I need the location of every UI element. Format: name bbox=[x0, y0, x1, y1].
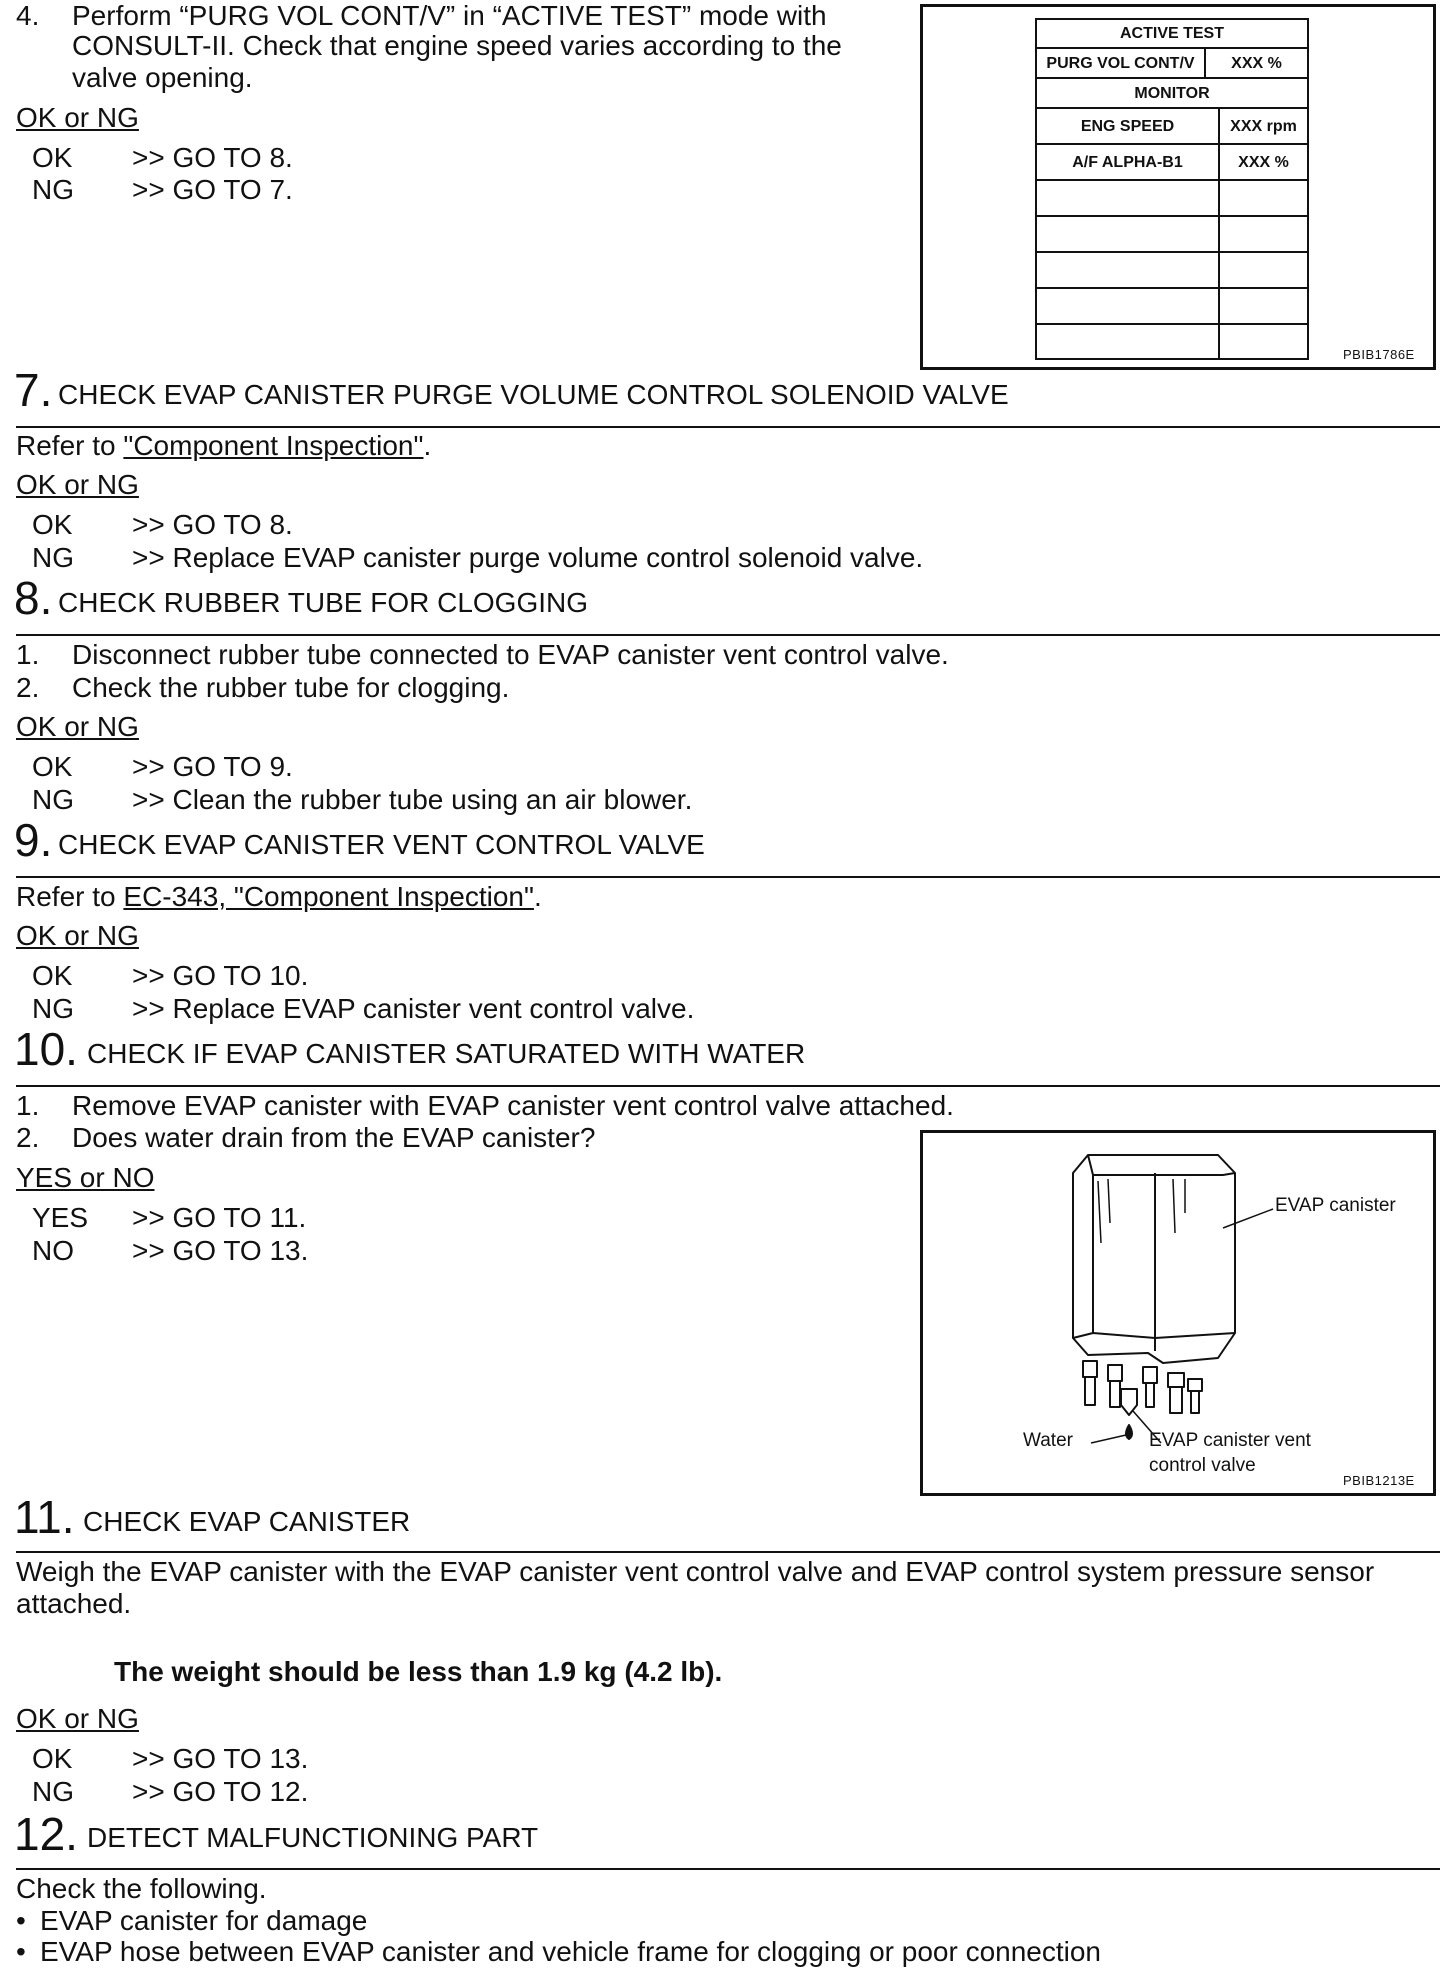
section-number: 10. bbox=[14, 1023, 78, 1075]
result-label: OK bbox=[32, 751, 73, 782]
judge-label: OK or NG bbox=[16, 469, 139, 500]
ec-343-component-inspection-link[interactable]: EC-343, "Component Inspection" bbox=[123, 881, 534, 912]
result-row bbox=[0, 509, 1200, 541]
spec-text: The weight should be less than 1.9 kg (4.2 lb). bbox=[114, 1656, 723, 1687]
result-label: OK bbox=[32, 1743, 73, 1774]
list-number: 1. bbox=[16, 639, 40, 670]
judge-label: OK or NG bbox=[16, 920, 139, 951]
result-action: >> GO TO 7. bbox=[132, 174, 293, 205]
result-label: OK bbox=[32, 509, 73, 540]
result-action: >> GO TO 8. bbox=[132, 142, 293, 173]
section-divider bbox=[16, 1868, 1440, 1870]
refer-prefix: Refer to bbox=[16, 430, 124, 461]
table-cell: A/F ALPHA-B1 bbox=[1072, 154, 1183, 171]
refer-suffix: . bbox=[423, 430, 432, 461]
list-number: 2. bbox=[16, 672, 40, 703]
list-number: 1. bbox=[16, 1090, 40, 1121]
section-title: CHECK EVAP CANISTER VENT CONTROL VALVE bbox=[58, 829, 705, 860]
result-action: >> Replace EVAP canister vent control valve. bbox=[132, 993, 695, 1024]
section-title: CHECK EVAP CANISTER bbox=[83, 1506, 411, 1537]
result-row bbox=[0, 993, 1200, 1025]
table-cell: XXX % bbox=[1238, 154, 1289, 171]
result-label: NG bbox=[32, 542, 74, 573]
list-item bbox=[16, 1090, 954, 1122]
table-cell: XXX rpm bbox=[1230, 118, 1297, 135]
result-action: >> GO TO 8. bbox=[132, 509, 293, 540]
result-row bbox=[0, 142, 700, 174]
list-item bbox=[16, 639, 949, 671]
list-item bbox=[16, 672, 510, 704]
refer-line bbox=[16, 881, 542, 913]
result-row bbox=[0, 1776, 700, 1808]
refer-suffix: . bbox=[533, 881, 542, 912]
list-text: Check the rubber tube for clogging. bbox=[72, 672, 510, 703]
table-subheader: MONITOR bbox=[1134, 85, 1210, 102]
step-text-line: CONSULT-II. Check that engine speed varies according to the bbox=[72, 30, 842, 61]
section-number: 8. bbox=[14, 572, 53, 624]
section-divider bbox=[16, 1085, 1440, 1087]
section-number: 11. bbox=[14, 1491, 75, 1543]
body-text: Weigh the EVAP canister with the EVAP canister vent control valve and EVAP control system pressure sensor bbox=[16, 1556, 1375, 1587]
result-action: >> GO TO 11. bbox=[132, 1202, 307, 1233]
active-test-figure bbox=[920, 4, 1436, 370]
judge-label: YES or NO bbox=[16, 1162, 155, 1193]
list-text: Disconnect rubber tube connected to EVAP canister vent control valve. bbox=[72, 639, 949, 670]
body-text: attached. bbox=[16, 1588, 132, 1619]
section-divider bbox=[16, 426, 1440, 428]
list-number: 2. bbox=[16, 1122, 40, 1153]
vent-valve-label: control valve bbox=[1149, 1455, 1256, 1476]
table-cell: ENG SPEED bbox=[1080, 118, 1175, 135]
bullet-item bbox=[16, 1905, 368, 1937]
refer-line bbox=[16, 430, 431, 462]
section-title: DETECT MALFUNCTIONING PART bbox=[87, 1822, 539, 1853]
section-divider bbox=[16, 876, 1440, 878]
section-title: CHECK IF EVAP CANISTER SATURATED WITH WATER bbox=[87, 1038, 806, 1069]
bullet-text: EVAP hose between EVAP canister and vehicle frame for clogging or poor connection bbox=[40, 1936, 1102, 1967]
result-action: >> GO TO 9. bbox=[132, 751, 293, 782]
result-label: YES bbox=[32, 1202, 89, 1233]
result-row bbox=[0, 1235, 700, 1267]
result-action: >> Replace EVAP canister purge volume control solenoid valve. bbox=[132, 542, 924, 573]
water-label: Water bbox=[1023, 1430, 1073, 1451]
result-row bbox=[0, 960, 1200, 992]
result-action: >> GO TO 13. bbox=[132, 1743, 309, 1774]
result-label: OK bbox=[32, 960, 73, 991]
list-text: Remove EVAP canister with EVAP canister vent control valve attached. bbox=[72, 1090, 954, 1121]
section-number: 12. bbox=[14, 1808, 78, 1860]
result-row bbox=[0, 751, 1200, 783]
list-text: Does water drain from the EVAP canister? bbox=[72, 1122, 596, 1153]
result-action: >> GO TO 12. bbox=[132, 1776, 309, 1807]
bullet-dot: • bbox=[16, 1905, 26, 1936]
result-label: NG bbox=[32, 784, 74, 815]
bullet-item bbox=[16, 1936, 1102, 1968]
vent-valve-label: EVAP canister vent bbox=[1149, 1430, 1311, 1451]
result-label: OK bbox=[32, 142, 73, 173]
body-text: Check the following. bbox=[16, 1873, 267, 1904]
result-label: NG bbox=[32, 174, 74, 205]
table-cell: PURG VOL CONT/V bbox=[1046, 55, 1195, 72]
bullet-dot: • bbox=[16, 1936, 26, 1967]
section-divider bbox=[16, 634, 1440, 636]
section-number: 9. bbox=[14, 814, 53, 866]
evap-canister-figure bbox=[920, 1130, 1436, 1496]
result-row bbox=[0, 1743, 700, 1775]
judge-label: OK or NG bbox=[16, 102, 139, 133]
section-number: 7. bbox=[14, 364, 53, 416]
evap-canister-label: EVAP canister bbox=[1275, 1195, 1396, 1216]
component-inspection-link[interactable]: "Component Inspection" bbox=[123, 430, 424, 461]
result-action: >> GO TO 13. bbox=[132, 1235, 309, 1266]
result-label: NO bbox=[32, 1235, 74, 1266]
refer-prefix: Refer to bbox=[16, 881, 124, 912]
result-row bbox=[0, 174, 700, 206]
result-row bbox=[0, 542, 1200, 574]
result-row bbox=[0, 784, 1200, 816]
table-header: ACTIVE TEST bbox=[1119, 25, 1224, 42]
step-text-line: valve opening. bbox=[72, 62, 253, 93]
judge-label: OK or NG bbox=[16, 1703, 139, 1734]
judge-label: OK or NG bbox=[16, 711, 139, 742]
step-number: 4. bbox=[16, 0, 40, 31]
figure-id: PBIB1786E bbox=[1343, 347, 1415, 362]
result-label: NG bbox=[32, 993, 74, 1024]
bullet-text: EVAP canister for damage bbox=[40, 1905, 368, 1936]
step-text-line: Perform “PURG VOL CONT/V” in “ACTIVE TEST” mode with bbox=[72, 0, 827, 31]
section-title: CHECK EVAP CANISTER PURGE VOLUME CONTROL SOLENOID VALVE bbox=[58, 379, 1009, 410]
section-title: CHECK RUBBER TUBE FOR CLOGGING bbox=[58, 587, 589, 618]
table-cell: XXX % bbox=[1231, 55, 1282, 72]
result-row bbox=[0, 1202, 700, 1234]
section-divider bbox=[16, 1551, 1440, 1553]
result-action: >> GO TO 10. bbox=[132, 960, 309, 991]
result-label: NG bbox=[32, 1776, 74, 1807]
result-action: >> Clean the rubber tube using an air blower. bbox=[132, 784, 693, 815]
list-item bbox=[16, 1122, 596, 1154]
figure-id: PBIB1213E bbox=[1343, 1473, 1415, 1488]
